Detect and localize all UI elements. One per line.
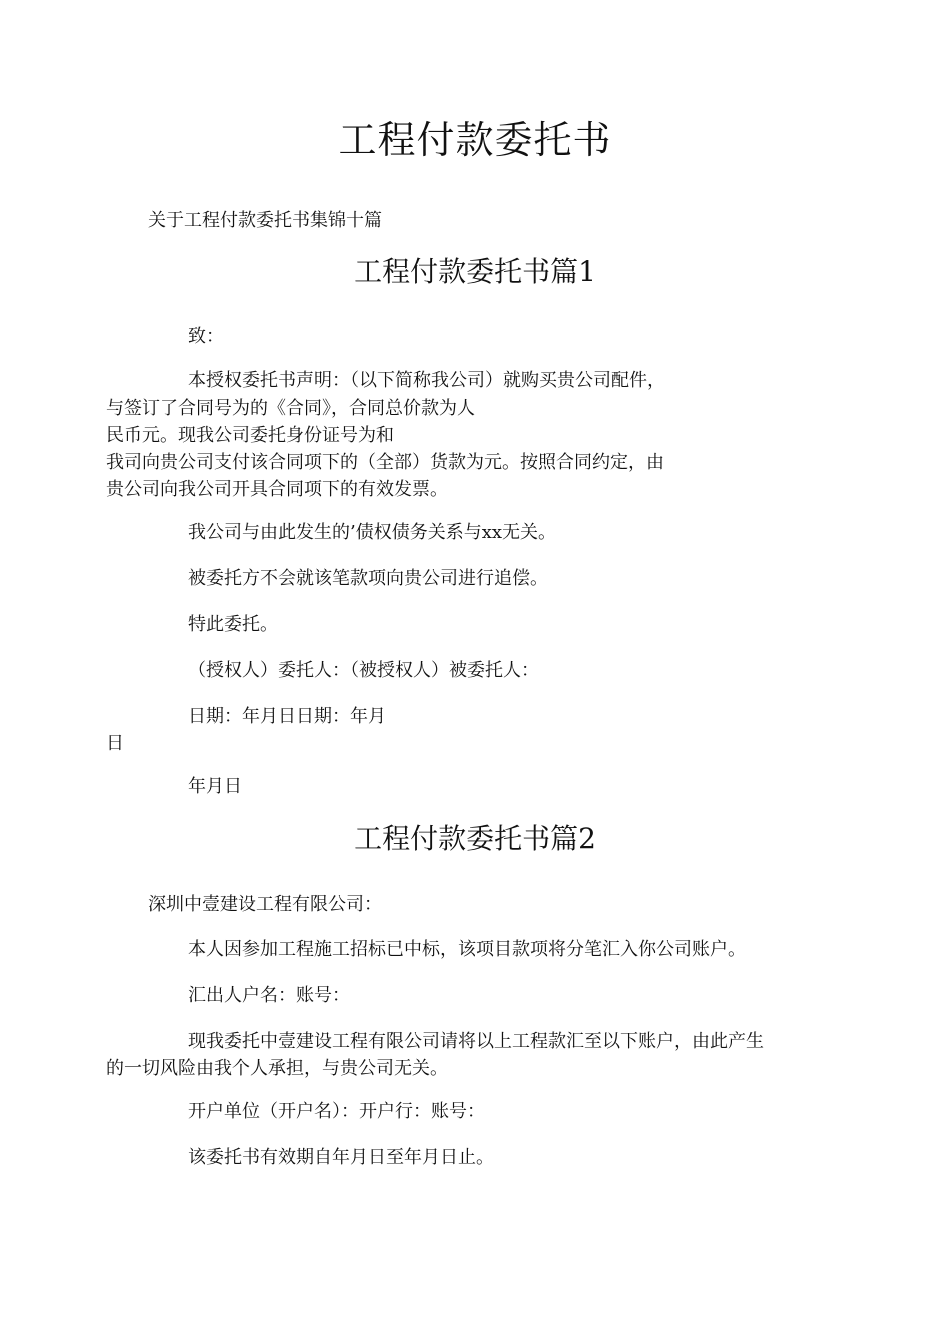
section1-para1-line1: 本授权委托书声明：（以下简称我公司）就购买贵公司配件， bbox=[188, 370, 665, 391]
section1-para1-line4: 我司向贵公司支付该合同项下的（全部）货款为元。按照合同约定，由 bbox=[106, 452, 664, 473]
section2-para3-line1: 现我委托中壹建设工程有限公司请将以上工程款汇至以下账户，由此产生 bbox=[188, 1031, 764, 1052]
section1-salutation: 致： bbox=[188, 326, 224, 347]
document-title: 工程付款委托书 bbox=[338, 118, 612, 162]
section1-para1-line5: 贵公司向我公司开具合同项下的有效发票。 bbox=[106, 479, 448, 500]
section1-para1-line3: 民币元。现我公司委托身份证号为和 bbox=[106, 425, 394, 446]
section1-date-tail: 日 bbox=[106, 733, 124, 754]
section1-para4: 特此委托。 bbox=[188, 614, 278, 635]
section2-para5: 该委托书有效期自年月日至年月日止。 bbox=[188, 1147, 494, 1168]
section2-heading: 工程付款委托书篇2 bbox=[354, 822, 596, 855]
section1-para1-line2: 与签订了合同号为的《合同》，合同总价款为人 bbox=[106, 398, 475, 419]
section1-heading: 工程付款委托书篇1 bbox=[354, 255, 596, 288]
document-subtitle: 关于工程付款委托书集锦十篇 bbox=[148, 210, 382, 231]
section2-para3-line2: 的一切风险由我个人承担，与贵公司无关。 bbox=[106, 1058, 448, 1079]
section1-signers: （授权人）委托人：（被授权人）被委托人： bbox=[188, 660, 539, 681]
section2-para4: 开户单位（开户名）：开户行：账号： bbox=[188, 1101, 485, 1122]
section1-date-last: 年月日 bbox=[188, 776, 242, 797]
section1-date-line: 日期：年月日日期：年月 bbox=[188, 706, 386, 727]
section2-recipient: 深圳中壹建设工程有限公司： bbox=[148, 894, 382, 915]
section2-para1: 本人因参加工程施工招标已中标，该项目款项将分笔汇入你公司账户。 bbox=[188, 939, 746, 960]
section1-para3: 被委托方不会就该笔款项向贵公司进行追偿。 bbox=[188, 568, 548, 589]
section2-para2: 汇出人户名：账号： bbox=[188, 985, 350, 1006]
section1-para2: 我公司与由此发生的’债权债务关系与xx无关。 bbox=[188, 522, 557, 543]
